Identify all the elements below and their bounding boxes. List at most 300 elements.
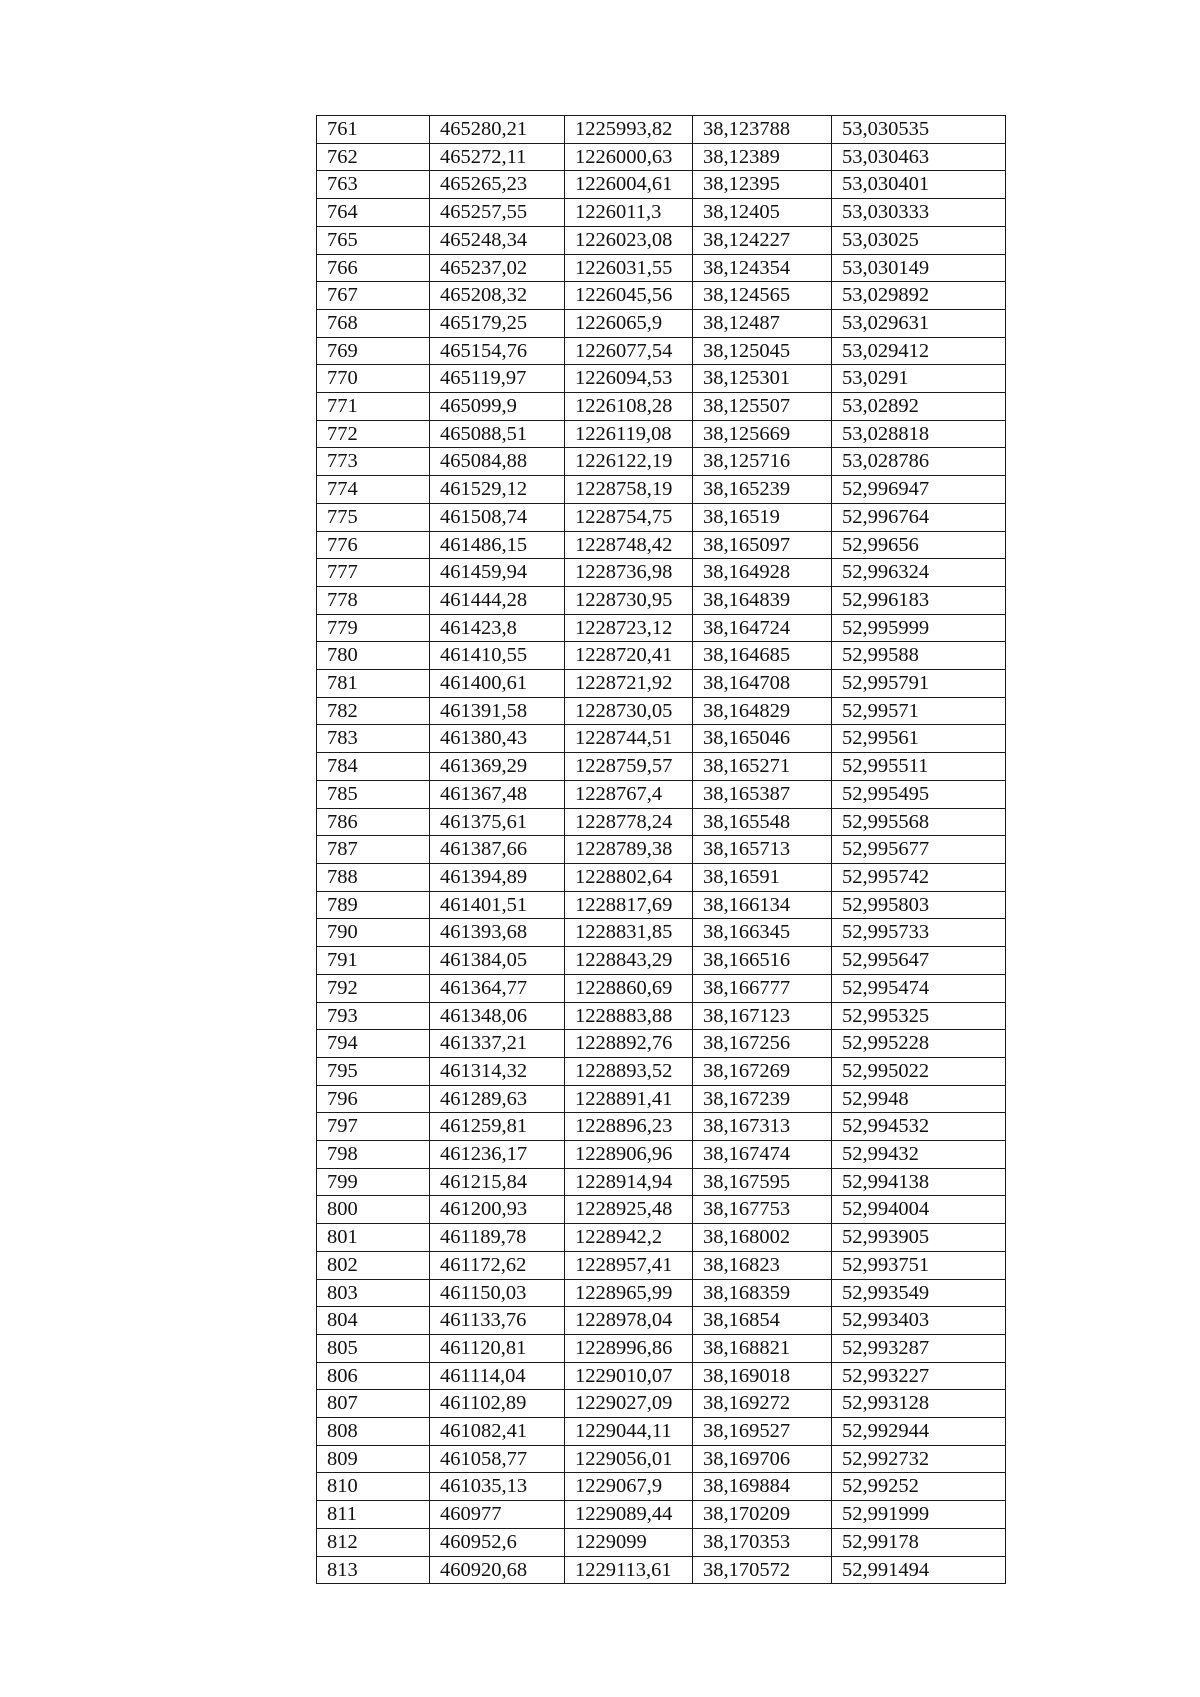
table-row: [317, 1141, 1006, 1169]
longitude-cell: 38,170353: [693, 1528, 832, 1556]
point-number-cell: 806: [317, 1362, 430, 1390]
point-number-cell: 776: [317, 531, 430, 559]
longitude-cell: 38,164708: [693, 670, 832, 698]
longitude-cell: 38,168359: [693, 1279, 832, 1307]
y-coordinate-cell: 1226119,08: [565, 420, 693, 448]
table-row: [317, 1085, 1006, 1113]
longitude-cell: 38,167269: [693, 1057, 832, 1085]
y-coordinate-cell: 1228942,2: [565, 1224, 693, 1252]
y-coordinate-cell: 1228883,88: [565, 1002, 693, 1030]
longitude-cell: 38,164839: [693, 586, 832, 614]
x-coordinate-cell: 461444,28: [430, 586, 565, 614]
point-number-cell: 778: [317, 586, 430, 614]
point-number-cell: 769: [317, 337, 430, 365]
y-coordinate-cell: 1226000,63: [565, 143, 693, 171]
y-coordinate-cell: 1228892,76: [565, 1030, 693, 1058]
point-number-cell: 810: [317, 1473, 430, 1501]
table-row: [317, 171, 1006, 199]
y-coordinate-cell: 1228802,64: [565, 863, 693, 891]
point-number-cell: 784: [317, 753, 430, 781]
longitude-cell: 38,167123: [693, 1002, 832, 1030]
table-row: [317, 420, 1006, 448]
table-row: [317, 974, 1006, 1002]
x-coordinate-cell: 465248,34: [430, 226, 565, 254]
y-coordinate-cell: 1228978,04: [565, 1307, 693, 1335]
y-coordinate-cell: 1228720,41: [565, 642, 693, 670]
y-coordinate-cell: 1229010,07: [565, 1362, 693, 1390]
latitude-cell: 52,995677: [832, 836, 1006, 864]
longitude-cell: 38,124227: [693, 226, 832, 254]
latitude-cell: 52,995733: [832, 919, 1006, 947]
x-coordinate-cell: 461529,12: [430, 476, 565, 504]
latitude-cell: 52,995495: [832, 780, 1006, 808]
longitude-cell: 38,169527: [693, 1418, 832, 1446]
point-number-cell: 762: [317, 143, 430, 171]
latitude-cell: 52,99561: [832, 725, 1006, 753]
latitude-cell: 52,995791: [832, 670, 1006, 698]
point-number-cell: 791: [317, 947, 430, 975]
y-coordinate-cell: 1226031,55: [565, 254, 693, 282]
point-number-cell: 785: [317, 780, 430, 808]
y-coordinate-cell: 1226065,9: [565, 309, 693, 337]
point-number-cell: 807: [317, 1390, 430, 1418]
table-row: [317, 1528, 1006, 1556]
latitude-cell: 52,995999: [832, 614, 1006, 642]
longitude-cell: 38,12405: [693, 199, 832, 227]
longitude-cell: 38,170572: [693, 1556, 832, 1584]
point-number-cell: 788: [317, 863, 430, 891]
table-row: [317, 1002, 1006, 1030]
table-row: [317, 476, 1006, 504]
longitude-cell: 38,167313: [693, 1113, 832, 1141]
latitude-cell: 52,992944: [832, 1418, 1006, 1446]
x-coordinate-cell: 465179,25: [430, 309, 565, 337]
y-coordinate-cell: 1228925,48: [565, 1196, 693, 1224]
table-row: [317, 1334, 1006, 1362]
coordinates-table: [316, 115, 1006, 1584]
table-row: [317, 642, 1006, 670]
table-row: [317, 947, 1006, 975]
x-coordinate-cell: 461486,15: [430, 531, 565, 559]
y-coordinate-cell: 1228730,95: [565, 586, 693, 614]
table-row: [317, 836, 1006, 864]
latitude-cell: 52,99656: [832, 531, 1006, 559]
latitude-cell: 52,996183: [832, 586, 1006, 614]
coordinates-table-body: [317, 116, 1006, 1584]
latitude-cell: 52,993128: [832, 1390, 1006, 1418]
point-number-cell: 783: [317, 725, 430, 753]
latitude-cell: 53,030149: [832, 254, 1006, 282]
x-coordinate-cell: 460920,68: [430, 1556, 565, 1584]
latitude-cell: 52,993751: [832, 1251, 1006, 1279]
point-number-cell: 781: [317, 670, 430, 698]
longitude-cell: 38,167239: [693, 1085, 832, 1113]
longitude-cell: 38,12487: [693, 309, 832, 337]
y-coordinate-cell: 1226094,53: [565, 365, 693, 393]
latitude-cell: 52,99588: [832, 642, 1006, 670]
y-coordinate-cell: 1228748,42: [565, 531, 693, 559]
point-number-cell: 777: [317, 559, 430, 587]
x-coordinate-cell: 465265,23: [430, 171, 565, 199]
x-coordinate-cell: 465272,11: [430, 143, 565, 171]
latitude-cell: 52,993227: [832, 1362, 1006, 1390]
longitude-cell: 38,165046: [693, 725, 832, 753]
latitude-cell: 53,030463: [832, 143, 1006, 171]
point-number-cell: 804: [317, 1307, 430, 1335]
longitude-cell: 38,125301: [693, 365, 832, 393]
table-row: [317, 337, 1006, 365]
latitude-cell: 52,995647: [832, 947, 1006, 975]
latitude-cell: 52,996764: [832, 503, 1006, 531]
point-number-cell: 811: [317, 1501, 430, 1529]
point-number-cell: 789: [317, 891, 430, 919]
y-coordinate-cell: 1228789,38: [565, 836, 693, 864]
y-coordinate-cell: 1229044,11: [565, 1418, 693, 1446]
latitude-cell: 52,995022: [832, 1057, 1006, 1085]
longitude-cell: 38,12395: [693, 171, 832, 199]
point-number-cell: 767: [317, 282, 430, 310]
table-row: [317, 1168, 1006, 1196]
y-coordinate-cell: 1228754,75: [565, 503, 693, 531]
longitude-cell: 38,167474: [693, 1141, 832, 1169]
y-coordinate-cell: 1228767,4: [565, 780, 693, 808]
point-number-cell: 763: [317, 171, 430, 199]
point-number-cell: 808: [317, 1418, 430, 1446]
x-coordinate-cell: 461459,94: [430, 559, 565, 587]
point-number-cell: 801: [317, 1224, 430, 1252]
latitude-cell: 53,030535: [832, 116, 1006, 144]
x-coordinate-cell: 461114,04: [430, 1362, 565, 1390]
table-row: [317, 448, 1006, 476]
point-number-cell: 787: [317, 836, 430, 864]
latitude-cell: 53,028818: [832, 420, 1006, 448]
table-row: [317, 1390, 1006, 1418]
x-coordinate-cell: 461410,55: [430, 642, 565, 670]
point-number-cell: 775: [317, 503, 430, 531]
x-coordinate-cell: 461369,29: [430, 753, 565, 781]
longitude-cell: 38,125669: [693, 420, 832, 448]
table-row: [317, 226, 1006, 254]
table-row: [317, 559, 1006, 587]
latitude-cell: 52,99571: [832, 697, 1006, 725]
table-row: [317, 309, 1006, 337]
point-number-cell: 802: [317, 1251, 430, 1279]
longitude-cell: 38,12389: [693, 143, 832, 171]
point-number-cell: 800: [317, 1196, 430, 1224]
longitude-cell: 38,166345: [693, 919, 832, 947]
table-row: [317, 393, 1006, 421]
x-coordinate-cell: 465088,51: [430, 420, 565, 448]
y-coordinate-cell: 1228744,51: [565, 725, 693, 753]
latitude-cell: 52,993287: [832, 1334, 1006, 1362]
point-number-cell: 771: [317, 393, 430, 421]
latitude-cell: 52,996324: [832, 559, 1006, 587]
longitude-cell: 38,125716: [693, 448, 832, 476]
point-number-cell: 790: [317, 919, 430, 947]
latitude-cell: 52,992732: [832, 1445, 1006, 1473]
table-row: [317, 1362, 1006, 1390]
latitude-cell: 53,028786: [832, 448, 1006, 476]
x-coordinate-cell: 461236,17: [430, 1141, 565, 1169]
x-coordinate-cell: 460952,6: [430, 1528, 565, 1556]
longitude-cell: 38,170209: [693, 1501, 832, 1529]
latitude-cell: 52,994532: [832, 1113, 1006, 1141]
table-row: [317, 891, 1006, 919]
y-coordinate-cell: 1228914,94: [565, 1168, 693, 1196]
x-coordinate-cell: 461375,61: [430, 808, 565, 836]
y-coordinate-cell: 1226077,54: [565, 337, 693, 365]
latitude-cell: 52,9948: [832, 1085, 1006, 1113]
latitude-cell: 53,0291: [832, 365, 1006, 393]
y-coordinate-cell: 1225993,82: [565, 116, 693, 144]
table-row: [317, 1279, 1006, 1307]
point-number-cell: 809: [317, 1445, 430, 1473]
table-row: [317, 1113, 1006, 1141]
y-coordinate-cell: 1228860,69: [565, 974, 693, 1002]
table-row: [317, 1473, 1006, 1501]
latitude-cell: 52,995474: [832, 974, 1006, 1002]
table-row: [317, 143, 1006, 171]
y-coordinate-cell: 1226122,19: [565, 448, 693, 476]
latitude-cell: 52,996947: [832, 476, 1006, 504]
table-row: [317, 254, 1006, 282]
x-coordinate-cell: 461380,43: [430, 725, 565, 753]
x-coordinate-cell: 461393,68: [430, 919, 565, 947]
latitude-cell: 52,995803: [832, 891, 1006, 919]
table-row: [317, 863, 1006, 891]
table-row: [317, 531, 1006, 559]
point-number-cell: 803: [317, 1279, 430, 1307]
point-number-cell: 812: [317, 1528, 430, 1556]
x-coordinate-cell: 461423,8: [430, 614, 565, 642]
point-number-cell: 797: [317, 1113, 430, 1141]
longitude-cell: 38,169272: [693, 1390, 832, 1418]
table-row: [317, 780, 1006, 808]
y-coordinate-cell: 1228957,41: [565, 1251, 693, 1279]
longitude-cell: 38,165548: [693, 808, 832, 836]
y-coordinate-cell: 1228965,99: [565, 1279, 693, 1307]
latitude-cell: 53,03025: [832, 226, 1006, 254]
y-coordinate-cell: 1228730,05: [565, 697, 693, 725]
longitude-cell: 38,169706: [693, 1445, 832, 1473]
table-row: [317, 1445, 1006, 1473]
x-coordinate-cell: 461508,74: [430, 503, 565, 531]
y-coordinate-cell: 1228758,19: [565, 476, 693, 504]
y-coordinate-cell: 1228843,29: [565, 947, 693, 975]
x-coordinate-cell: 461367,48: [430, 780, 565, 808]
longitude-cell: 38,166777: [693, 974, 832, 1002]
longitude-cell: 38,165239: [693, 476, 832, 504]
x-coordinate-cell: 465119,97: [430, 365, 565, 393]
table-row: [317, 1418, 1006, 1446]
x-coordinate-cell: 461391,58: [430, 697, 565, 725]
table-row: [317, 1224, 1006, 1252]
longitude-cell: 38,167753: [693, 1196, 832, 1224]
latitude-cell: 52,993403: [832, 1307, 1006, 1335]
point-number-cell: 786: [317, 808, 430, 836]
table-row: [317, 697, 1006, 725]
y-coordinate-cell: 1226011,3: [565, 199, 693, 227]
latitude-cell: 53,030401: [832, 171, 1006, 199]
x-coordinate-cell: 465084,88: [430, 448, 565, 476]
table-row: [317, 199, 1006, 227]
table-row: [317, 586, 1006, 614]
point-number-cell: 774: [317, 476, 430, 504]
longitude-cell: 38,164724: [693, 614, 832, 642]
x-coordinate-cell: 461058,77: [430, 1445, 565, 1473]
x-coordinate-cell: 461337,21: [430, 1030, 565, 1058]
point-number-cell: 793: [317, 1002, 430, 1030]
point-number-cell: 773: [317, 448, 430, 476]
longitude-cell: 38,165387: [693, 780, 832, 808]
table-row: [317, 725, 1006, 753]
latitude-cell: 52,994138: [832, 1168, 1006, 1196]
point-number-cell: 799: [317, 1168, 430, 1196]
x-coordinate-cell: 461172,62: [430, 1251, 565, 1279]
x-coordinate-cell: 461215,84: [430, 1168, 565, 1196]
latitude-cell: 52,995568: [832, 808, 1006, 836]
x-coordinate-cell: 460977: [430, 1501, 565, 1529]
y-coordinate-cell: 1229099: [565, 1528, 693, 1556]
x-coordinate-cell: 461401,51: [430, 891, 565, 919]
x-coordinate-cell: 465280,21: [430, 116, 565, 144]
x-coordinate-cell: 461259,81: [430, 1113, 565, 1141]
y-coordinate-cell: 1228893,52: [565, 1057, 693, 1085]
longitude-cell: 38,16519: [693, 503, 832, 531]
y-coordinate-cell: 1226023,08: [565, 226, 693, 254]
point-number-cell: 782: [317, 697, 430, 725]
latitude-cell: 52,991999: [832, 1501, 1006, 1529]
longitude-cell: 38,169018: [693, 1362, 832, 1390]
point-number-cell: 761: [317, 116, 430, 144]
y-coordinate-cell: 1229027,09: [565, 1390, 693, 1418]
point-number-cell: 795: [317, 1057, 430, 1085]
latitude-cell: 52,995228: [832, 1030, 1006, 1058]
point-number-cell: 796: [317, 1085, 430, 1113]
y-coordinate-cell: 1228721,92: [565, 670, 693, 698]
x-coordinate-cell: 461400,61: [430, 670, 565, 698]
x-coordinate-cell: 461189,78: [430, 1224, 565, 1252]
longitude-cell: 38,165271: [693, 753, 832, 781]
longitude-cell: 38,166516: [693, 947, 832, 975]
x-coordinate-cell: 461035,13: [430, 1473, 565, 1501]
longitude-cell: 38,123788: [693, 116, 832, 144]
y-coordinate-cell: 1228906,96: [565, 1141, 693, 1169]
latitude-cell: 53,02892: [832, 393, 1006, 421]
point-number-cell: 765: [317, 226, 430, 254]
table-row: [317, 670, 1006, 698]
table-row: [317, 282, 1006, 310]
y-coordinate-cell: 1228759,57: [565, 753, 693, 781]
x-coordinate-cell: 461082,41: [430, 1418, 565, 1446]
point-number-cell: 772: [317, 420, 430, 448]
point-number-cell: 798: [317, 1141, 430, 1169]
longitude-cell: 38,164928: [693, 559, 832, 587]
x-coordinate-cell: 461364,77: [430, 974, 565, 1002]
latitude-cell: 52,993905: [832, 1224, 1006, 1252]
latitude-cell: 52,991494: [832, 1556, 1006, 1584]
longitude-cell: 38,165097: [693, 531, 832, 559]
x-coordinate-cell: 465208,32: [430, 282, 565, 310]
y-coordinate-cell: 1228896,23: [565, 1113, 693, 1141]
latitude-cell: 53,030333: [832, 199, 1006, 227]
longitude-cell: 38,165713: [693, 836, 832, 864]
point-number-cell: 813: [317, 1556, 430, 1584]
longitude-cell: 38,16823: [693, 1251, 832, 1279]
table-row: [317, 116, 1006, 144]
y-coordinate-cell: 1229113,61: [565, 1556, 693, 1584]
latitude-cell: 52,99252: [832, 1473, 1006, 1501]
point-number-cell: 779: [317, 614, 430, 642]
y-coordinate-cell: 1228817,69: [565, 891, 693, 919]
y-coordinate-cell: 1228736,98: [565, 559, 693, 587]
table-row: [317, 1251, 1006, 1279]
y-coordinate-cell: 1226045,56: [565, 282, 693, 310]
x-coordinate-cell: 461289,63: [430, 1085, 565, 1113]
table-row: [317, 1501, 1006, 1529]
table-row: [317, 808, 1006, 836]
x-coordinate-cell: 461200,93: [430, 1196, 565, 1224]
longitude-cell: 38,16591: [693, 863, 832, 891]
latitude-cell: 53,029631: [832, 309, 1006, 337]
point-number-cell: 764: [317, 199, 430, 227]
x-coordinate-cell: 461387,66: [430, 836, 565, 864]
x-coordinate-cell: 465257,55: [430, 199, 565, 227]
table-row: [317, 1556, 1006, 1584]
longitude-cell: 38,169884: [693, 1473, 832, 1501]
x-coordinate-cell: 461120,81: [430, 1334, 565, 1362]
point-number-cell: 768: [317, 309, 430, 337]
point-number-cell: 805: [317, 1334, 430, 1362]
longitude-cell: 38,124354: [693, 254, 832, 282]
y-coordinate-cell: 1228996,86: [565, 1334, 693, 1362]
x-coordinate-cell: 461314,32: [430, 1057, 565, 1085]
longitude-cell: 38,125507: [693, 393, 832, 421]
point-number-cell: 770: [317, 365, 430, 393]
table-row: [317, 1196, 1006, 1224]
latitude-cell: 52,995742: [832, 863, 1006, 891]
longitude-cell: 38,124565: [693, 282, 832, 310]
table-row: [317, 365, 1006, 393]
longitude-cell: 38,168002: [693, 1224, 832, 1252]
y-coordinate-cell: 1228831,85: [565, 919, 693, 947]
longitude-cell: 38,168821: [693, 1334, 832, 1362]
y-coordinate-cell: 1228723,12: [565, 614, 693, 642]
latitude-cell: 53,029412: [832, 337, 1006, 365]
table-row: [317, 919, 1006, 947]
longitude-cell: 38,125045: [693, 337, 832, 365]
latitude-cell: 52,995325: [832, 1002, 1006, 1030]
x-coordinate-cell: 465154,76: [430, 337, 565, 365]
table-row: [317, 1030, 1006, 1058]
x-coordinate-cell: 465099,9: [430, 393, 565, 421]
y-coordinate-cell: 1229067,9: [565, 1473, 693, 1501]
point-number-cell: 780: [317, 642, 430, 670]
x-coordinate-cell: 461394,89: [430, 863, 565, 891]
table-row: [317, 1307, 1006, 1335]
point-number-cell: 766: [317, 254, 430, 282]
y-coordinate-cell: 1226108,28: [565, 393, 693, 421]
table-row: [317, 753, 1006, 781]
x-coordinate-cell: 461384,05: [430, 947, 565, 975]
table-row: [317, 1057, 1006, 1085]
y-coordinate-cell: 1229056,01: [565, 1445, 693, 1473]
latitude-cell: 53,029892: [832, 282, 1006, 310]
longitude-cell: 38,16854: [693, 1307, 832, 1335]
x-coordinate-cell: 465237,02: [430, 254, 565, 282]
latitude-cell: 52,993549: [832, 1279, 1006, 1307]
latitude-cell: 52,994004: [832, 1196, 1006, 1224]
